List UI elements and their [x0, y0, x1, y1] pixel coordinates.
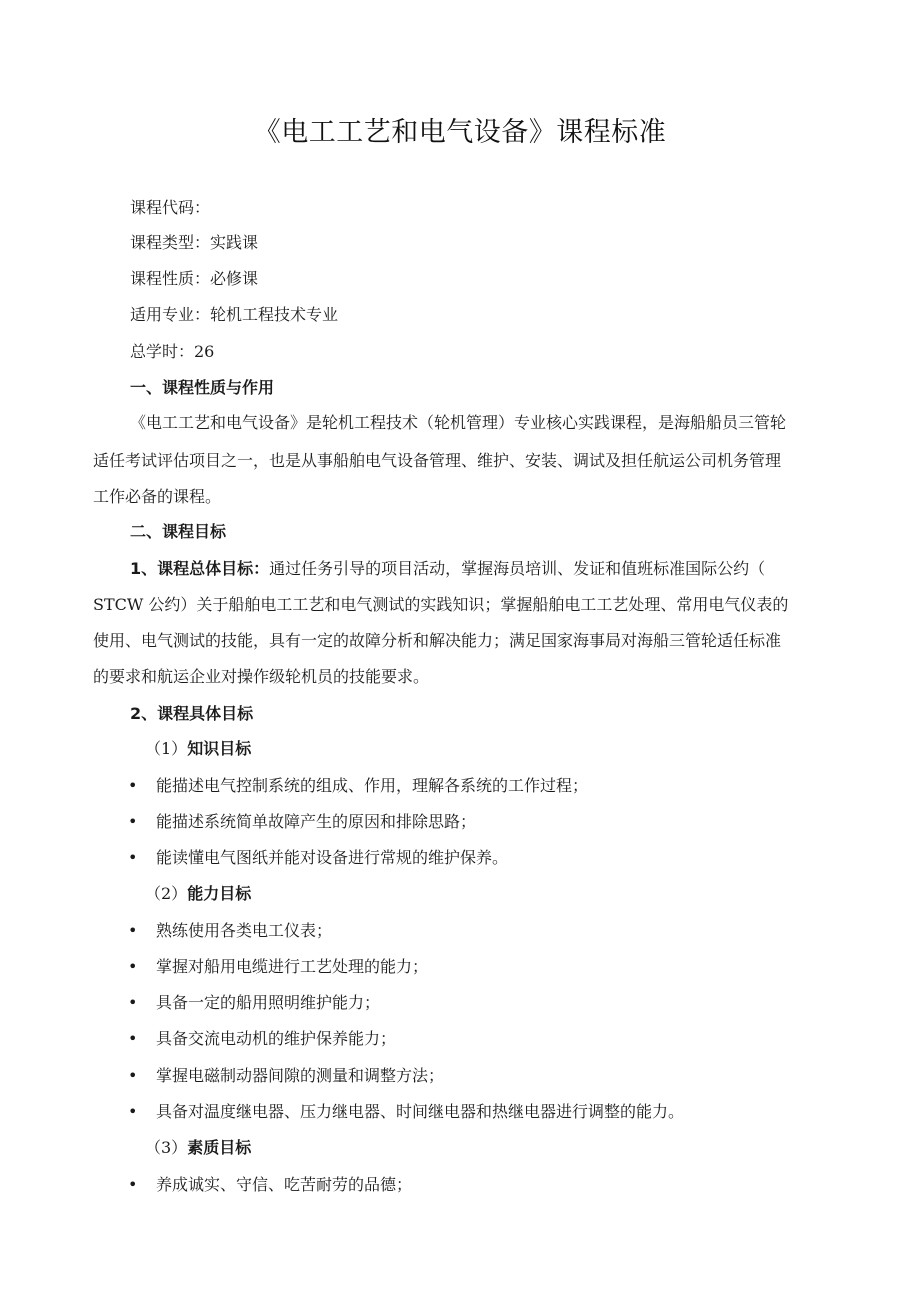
ability-goals-heading — [145, 886, 251, 902]
list-item: • 具备对温度继电器、压力继电器、时间继电器和热继电器进行调整的能力。 — [128, 1102, 685, 1121]
overall-goal-label: 1、课程总体目标： — [130, 559, 270, 578]
bullet-icon: • — [128, 812, 138, 831]
applicable-major: 适用专业：轮机工程技术专业 — [130, 305, 339, 324]
bullet-icon: • — [128, 993, 138, 1012]
overall-goal-line-1 — [130, 561, 765, 577]
quality-goals-title: 素质目标 — [187, 1138, 252, 1157]
overall-goal-line-4: 的要求和航运企业对操作级轮机员的技能要求。 — [93, 667, 430, 686]
bullet-icon: • — [128, 1175, 138, 1194]
overall-goal-text: 通过任务引导的项目活动，掌握海员培训、发证和值班标准国际公约（ — [269, 559, 766, 578]
overall-goal-line-2: STCW 公约）关于船舶电工工艺和电气测试的实践知识；掌握船舶电工工艺处理、常用电气仪表的 — [93, 595, 789, 614]
knowledge-goals-title: 知识目标 — [187, 739, 252, 758]
ability-goals-title: 能力目标 — [187, 884, 252, 903]
section-heading-nature: 一、课程性质与作用 — [130, 378, 275, 397]
list-item: • 养成诚实、守信、吃苦耐劳的品德； — [128, 1175, 413, 1194]
bullet-icon: • — [128, 957, 138, 976]
list-item: • 掌握对船用电缆进行工艺处理的能力； — [128, 957, 429, 976]
ability-goals-prefix: （2） — [145, 884, 188, 903]
section-heading-goals: 二、课程目标 — [130, 522, 227, 541]
specific-goals-heading: 2、课程具体目标 — [130, 704, 254, 723]
knowledge-goals-heading — [145, 741, 251, 757]
course-nature: 课程性质：必修课 — [130, 269, 259, 288]
list-item: • 具备交流电动机的维护保养能力； — [128, 1029, 397, 1048]
bullet-icon: • — [128, 921, 138, 940]
bullet-icon: • — [128, 1029, 138, 1048]
section1-line-3: 工作必备的课程。 — [93, 487, 222, 506]
list-item: • 能描述电气控制系统的组成、作用，理解各系统的工作过程； — [128, 776, 589, 795]
document-title: 《电工工艺和电气设备》课程标准 — [253, 117, 667, 148]
list-item: • 能读懂电气图纸并能对设备进行常规的维护保养。 — [128, 848, 509, 867]
list-item: • 具备一定的船用照明维护能力； — [128, 993, 381, 1012]
list-item: • 能描述系统简单故障产生的原因和排除思路； — [128, 812, 477, 831]
section1-line-2: 适任考试评估项目之一，也是从事船舶电气设备管理、维护、安装、调试及担任航运公司机务管理 — [93, 451, 782, 470]
quality-goals-heading — [145, 1140, 251, 1156]
quality-goals-prefix: （3） — [145, 1138, 188, 1157]
knowledge-goals-prefix: （1） — [145, 739, 188, 758]
list-item: • 掌握电磁制动器间隙的测量和调整方法； — [128, 1066, 445, 1085]
section1-line-1: 《电工工艺和电气设备》是轮机工程技术（轮机管理）专业核心实践课程，是海船船员三管轮 — [130, 413, 787, 432]
list-item: • 熟练使用各类电工仪表； — [128, 921, 333, 940]
overall-goal-line-3: 使用、电气测试的技能，具有一定的故障分析和解决能力；满足国家海事局对海船三管轮适任标准 — [93, 631, 782, 650]
bullet-icon: • — [128, 1066, 138, 1085]
course-type: 课程类型：实践课 — [130, 233, 259, 252]
bullet-icon: • — [128, 776, 138, 795]
bullet-icon: • — [128, 1102, 138, 1121]
bullet-icon: • — [128, 848, 138, 867]
total-hours: 总学时：26 — [130, 342, 215, 361]
course-code: 课程代码： — [130, 198, 211, 217]
